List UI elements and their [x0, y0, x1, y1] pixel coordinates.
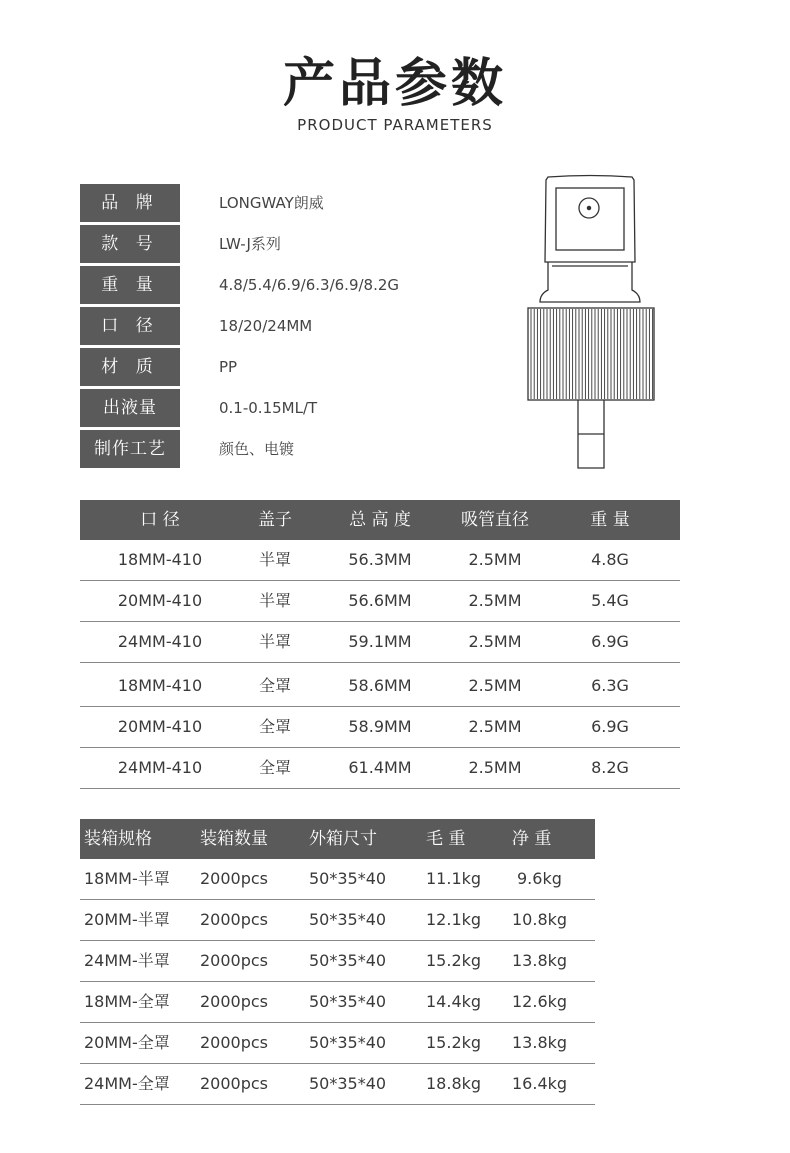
- table-cell: 58.9MM: [348, 717, 412, 736]
- header-cell: 总 高 度: [349, 510, 411, 530]
- table-cell: 14.4kg: [426, 992, 482, 1011]
- table-cell: 50*35*40: [309, 869, 387, 888]
- table-row: [80, 748, 680, 789]
- spec-row-output: [80, 389, 520, 427]
- closure-ribs: [531, 309, 653, 399]
- table-cell: 56.6MM: [348, 591, 412, 610]
- table-row: [80, 707, 680, 748]
- spec-value: LONGWAY朗威: [219, 194, 324, 212]
- table-cell: 11.1kg: [426, 869, 482, 888]
- table-cell: 2.5MM: [468, 717, 522, 736]
- table-cell: 8.2G: [591, 758, 629, 777]
- header-cell: 吸管直径: [461, 510, 529, 530]
- table-cell: 2.5MM: [468, 591, 522, 610]
- table-cell: 2000pcs: [200, 869, 269, 888]
- actuator-window: [556, 188, 624, 250]
- spec-label: 品 牌: [80, 184, 180, 222]
- spec-label: 材 质: [80, 348, 180, 386]
- table-cell: 6.3G: [591, 676, 629, 695]
- table-row: [80, 1064, 595, 1105]
- table-cell: 2.5MM: [468, 758, 522, 777]
- table-cell: 全罩: [258, 758, 291, 777]
- header-cell: 口 径: [140, 510, 180, 530]
- table-cell: 24MM-410: [117, 758, 203, 777]
- table-cell: 半罩: [258, 550, 291, 569]
- table-cell: 20MM-半罩: [84, 910, 170, 929]
- table-cell: 50*35*40: [309, 910, 387, 929]
- table-cell: 2000pcs: [200, 951, 269, 970]
- table-cell: 50*35*40: [309, 1074, 387, 1093]
- parameter-table: [80, 500, 680, 789]
- header-cell: 净 重: [512, 829, 552, 849]
- table-cell: 2000pcs: [200, 1074, 269, 1093]
- table-cell: 15.2kg: [426, 1033, 482, 1052]
- table-cell: 50*35*40: [309, 992, 387, 1011]
- table-cell: 12.6kg: [512, 992, 568, 1011]
- page-subtitle: PRODUCT PARAMETERS: [297, 116, 493, 134]
- table-cell: 13.8kg: [512, 951, 568, 970]
- table-cell: 13.8kg: [512, 1033, 568, 1052]
- table-cell: 10.8kg: [512, 910, 568, 929]
- spec-row-process: [80, 430, 520, 468]
- table-row: [80, 859, 595, 900]
- table-cell: 18MM-410: [117, 550, 203, 569]
- spec-label: 制作工艺: [80, 430, 180, 468]
- table-cell: 50*35*40: [309, 951, 387, 970]
- spec-row-brand: [80, 184, 520, 222]
- spec-row-material: [80, 348, 520, 386]
- table-cell: 2000pcs: [200, 1033, 269, 1052]
- table-cell: 18MM-全罩: [84, 992, 170, 1011]
- table-cell: 半罩: [258, 632, 291, 651]
- table-cell: 59.1MM: [348, 632, 412, 651]
- spec-value: 18/20/24MM: [219, 317, 313, 335]
- table-row: [80, 540, 680, 581]
- header-cell: 重 量: [590, 510, 630, 530]
- table-cell: 2.5MM: [468, 632, 522, 651]
- table-cell: 5.4G: [591, 591, 629, 610]
- spec-label: 出液量: [80, 389, 180, 427]
- header-cell: 盖子: [258, 510, 292, 530]
- table-cell: 9.6kg: [517, 869, 562, 888]
- table-cell: 18MM-410: [117, 676, 203, 695]
- table-cell: 15.2kg: [426, 951, 482, 970]
- table-cell: 2000pcs: [200, 910, 269, 929]
- header-cell: 装箱规格: [84, 829, 152, 849]
- table-cell: 24MM-全罩: [84, 1074, 170, 1093]
- table-row: [80, 941, 595, 982]
- table-cell: 16.4kg: [512, 1074, 568, 1093]
- spec-label: 款 号: [80, 225, 180, 263]
- table-row: [80, 900, 595, 941]
- spec-value: 颜色、电镀: [219, 440, 295, 458]
- table-row: [80, 1023, 595, 1064]
- table-row: [80, 982, 595, 1023]
- spec-row-model: [80, 225, 520, 263]
- table-cell: 20MM-全罩: [84, 1033, 170, 1052]
- table-cell: 12.1kg: [426, 910, 482, 929]
- neck-outline: [540, 262, 640, 302]
- table-cell: 6.9G: [591, 717, 629, 736]
- table-cell: 61.4MM: [348, 758, 412, 777]
- spec-value: 4.8/5.4/6.9/6.3/6.9/8.2G: [219, 276, 400, 294]
- header-cell: 毛 重: [426, 829, 466, 849]
- header-cell: 装箱数量: [200, 829, 268, 849]
- table-cell: 58.6MM: [348, 676, 412, 695]
- spec-label: 口 径: [80, 307, 180, 345]
- table-cell: 24MM-半罩: [84, 951, 170, 970]
- table-cell: 2000pcs: [200, 992, 269, 1011]
- table-cell: 24MM-410: [117, 632, 203, 651]
- spec-label: 重 量: [80, 266, 180, 304]
- table-cell: 50*35*40: [309, 1033, 387, 1052]
- table-cell: 4.8G: [591, 550, 629, 569]
- spec-value: PP: [219, 358, 238, 376]
- packing-table: [80, 819, 595, 1105]
- header-cell: 外箱尺寸: [309, 829, 377, 849]
- spec-row-weight: [80, 266, 520, 304]
- page-title: 产品参数: [282, 54, 507, 114]
- table-cell: 56.3MM: [348, 550, 412, 569]
- table-row: [80, 622, 680, 663]
- table-cell: 2.5MM: [468, 550, 522, 569]
- sprayer-drawing: [520, 172, 660, 472]
- table-header: [80, 500, 680, 540]
- table-cell: 20MM-410: [117, 717, 203, 736]
- table-cell: 全罩: [258, 717, 291, 736]
- table-cell: 6.9G: [591, 632, 629, 651]
- table-header: [80, 819, 595, 859]
- table-cell: 18MM-半罩: [84, 869, 170, 888]
- spec-value: 0.1-0.15ML/T: [219, 399, 318, 417]
- table-cell: 半罩: [258, 591, 291, 610]
- spec-value: LW-J系列: [219, 235, 281, 253]
- spec-row-neck-size: [80, 307, 520, 345]
- table-row: [80, 581, 680, 622]
- table-cell: 2.5MM: [468, 676, 522, 695]
- table-row: [80, 663, 680, 707]
- table-cell: 全罩: [258, 676, 291, 695]
- table-cell: 18.8kg: [426, 1074, 482, 1093]
- table-cell: 20MM-410: [117, 591, 203, 610]
